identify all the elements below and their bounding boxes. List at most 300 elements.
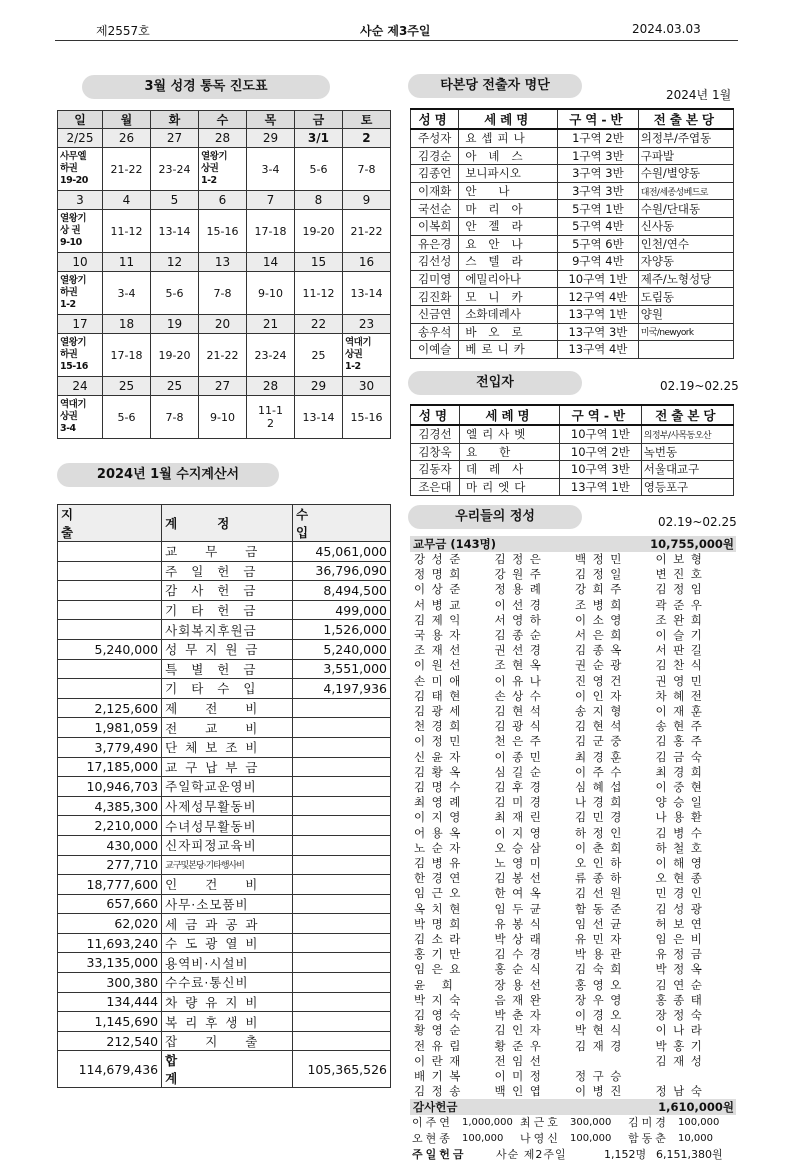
donor-name: 옥치현 (414, 901, 467, 916)
donor-name: 유봉식 (494, 916, 548, 931)
donor-name: 이지영 (494, 825, 548, 840)
header-divider (55, 40, 738, 41)
donor-name: 노영미 (494, 856, 548, 871)
donor-amount: 10,000 (678, 1133, 713, 1145)
budget-row (58, 757, 391, 777)
calendar-reading: 9-10 (198, 396, 246, 439)
donor-name: 이인자 (575, 688, 628, 703)
person-name: 주성자 (411, 129, 459, 147)
donor-name: 장정숙 (655, 1008, 709, 1023)
calendar-reading: 21-22 (342, 210, 390, 253)
account-name: 합계 (162, 1051, 293, 1088)
account-name: 차량유지비 (162, 992, 293, 1012)
person-name: 김창욱 (411, 443, 460, 461)
baptism-name: 엘리사벳 (459, 425, 559, 443)
donor-name: 양승일 (655, 795, 709, 810)
expense-amount (58, 659, 162, 679)
calendar-date: 22 (294, 315, 342, 334)
person-name: 김종언 (411, 165, 459, 183)
expense-amount: 33,135,000 (58, 953, 162, 973)
transfer_out-row (411, 182, 734, 200)
account-name: 교구납부금 (162, 757, 293, 777)
parish: 수원/별양동 (638, 165, 733, 183)
budget-row (58, 542, 391, 562)
expense-amount: 430,000 (58, 835, 162, 855)
expense-amount (58, 542, 162, 562)
donor-name: 박명희 (414, 916, 467, 931)
calendar-date-row (58, 191, 391, 210)
calendar-date: 3/1 (294, 129, 342, 148)
account-name: 교무금 (162, 542, 293, 562)
donor-name: 박현식 (575, 1023, 628, 1038)
income-amount (293, 973, 391, 993)
donor-name: 박용관 (575, 947, 628, 962)
income-amount (293, 894, 391, 914)
donor-name: 이춘희 (575, 840, 628, 855)
person-name: 조은대 (411, 478, 460, 496)
account-name: 기타헌금 (162, 600, 293, 620)
donor-name: 음재완 (494, 992, 548, 1007)
donor-name: 김수경 (494, 947, 548, 962)
expense-amount: 1,145,690 (58, 1012, 162, 1032)
donor-name: 김소라 (414, 932, 467, 947)
donor-name: 송지형 (575, 704, 628, 719)
day-name: 수 (198, 111, 246, 129)
parish: 인천/연수 (638, 235, 733, 253)
parish: 구파발 (638, 147, 733, 165)
transfer_in-row (411, 443, 734, 461)
transfer_out-header: 전출본당 (638, 109, 733, 129)
account-name: 사제성무활동비 (162, 796, 293, 816)
income-amount (293, 737, 391, 757)
account-name: 수녀성무활동비 (162, 816, 293, 836)
baptism-name: 아녜스 (459, 147, 558, 165)
baptism-name: 스텔라 (459, 253, 558, 271)
donor-name: 신윤자 (414, 749, 467, 764)
calendar-date: 26 (102, 129, 150, 148)
donor-name: 이원선 (414, 658, 467, 673)
expense-amount (58, 581, 162, 601)
budget-row (58, 953, 391, 973)
donor-name: 노순자 (414, 840, 467, 855)
donor-name: 김태현 (414, 688, 467, 703)
expense-amount: 62,020 (58, 914, 162, 934)
donor-name: 임근오 (414, 886, 467, 901)
baptism-name: 요셉피나 (459, 129, 558, 147)
baptism-name: 요안나 (459, 235, 558, 253)
income-amount (293, 914, 391, 934)
income-amount (293, 796, 391, 816)
account-name: 세금과공과 (162, 914, 293, 934)
donor-name: 이미정 (494, 1068, 548, 1083)
income-amount: 499,000 (293, 600, 391, 620)
budget-header: 지출 (58, 505, 162, 542)
budget-title: 2024년 1월 수지계산서 (57, 463, 279, 487)
budget-row (58, 1051, 391, 1088)
income-amount (293, 757, 391, 777)
donor-name: 임선균 (575, 916, 628, 931)
donor-name: 이종민 (494, 749, 548, 764)
person-name: 이복희 (411, 217, 459, 235)
donor-name: 하정인 (575, 825, 628, 840)
transfer_out-header: 세례명 (459, 109, 558, 129)
calendar-date: 14 (246, 253, 294, 272)
donor-name: 임두균 (494, 901, 548, 916)
calendar-date: 25 (150, 377, 198, 396)
donor-name: 류종하 (575, 871, 628, 886)
donor-name: 김황옥 (414, 764, 467, 779)
donor-name: 나영신 (520, 1132, 561, 1146)
donor-name: 진영건 (575, 673, 628, 688)
calendar-date: 9 (342, 191, 390, 210)
donor-name: 김종순 (494, 628, 548, 643)
account-name: 특별헌금 (162, 659, 293, 679)
calendar-date: 16 (342, 253, 390, 272)
donor-name: 김숙희 (575, 962, 628, 977)
calendar-reading: 열왕기 하권 15-16 (58, 334, 103, 377)
budget-row (58, 933, 391, 953)
person-name: 송우석 (411, 323, 459, 341)
donor-name: 이해영 (655, 856, 709, 871)
district-group: 10구역 1반 (560, 425, 642, 443)
donor-name: 이재훈 (655, 704, 709, 719)
calendar-reading: 25 (294, 334, 342, 377)
parish (638, 341, 733, 359)
transfer_out-header-row (411, 109, 734, 129)
sunday-amount: 6,151,380원 (656, 1148, 723, 1162)
calendar-date: 6 (198, 191, 246, 210)
budget-row (58, 561, 391, 581)
donor-name: 한경연 (414, 871, 467, 886)
budget-row (58, 659, 391, 679)
expense-amount (58, 679, 162, 699)
donor-name: 이란재 (414, 1053, 467, 1068)
budget-header: 계정 (162, 505, 293, 542)
parish: 서울대교구 (641, 461, 733, 479)
donor-name: 오인하 (575, 856, 628, 871)
calendar-reading: 23-24 (246, 334, 294, 377)
transfer_out-row (411, 129, 734, 147)
donor-amount: 300,000 (570, 1117, 612, 1129)
calendar-date: 12 (150, 253, 198, 272)
calendar-date-row (58, 129, 391, 148)
expense-amount: 4,385,300 (58, 796, 162, 816)
calendar-reading: 17-18 (246, 210, 294, 253)
parish: 대전/세종성베드로 (638, 182, 733, 200)
district-group: 13구역 1반 (558, 305, 639, 323)
calendar-date: 30 (342, 377, 390, 396)
donor-name: 김미경 (494, 795, 548, 810)
day-name: 토 (342, 111, 390, 129)
calendar-date-row (58, 253, 391, 272)
donor-name: 황영순 (414, 1023, 467, 1038)
donor-name: 김정은 (494, 552, 548, 566)
parish: 자양동 (638, 253, 733, 271)
expense-amount: 134,444 (58, 992, 162, 1012)
donor-name: 배기복 (414, 1068, 467, 1083)
income-amount (293, 698, 391, 718)
transfer_out-row (411, 200, 734, 218)
budget-header-row (58, 505, 391, 542)
calendar-date-row (58, 315, 391, 334)
calendar-date: 10 (58, 253, 103, 272)
district-group: 1구역 3반 (558, 147, 639, 165)
district-group: 10구역 2반 (560, 443, 642, 461)
parish: 녹번동 (641, 443, 733, 461)
donor-name: 김광세 (414, 704, 467, 719)
calendar-date: 11 (102, 253, 150, 272)
expense-amount: 277,710 (58, 855, 162, 875)
transfer_out-header: 구역-반 (558, 109, 639, 129)
offerings-section (410, 536, 736, 1163)
donor-name: 이소영 (575, 612, 628, 627)
calendar-reading: 15-16 (198, 210, 246, 253)
baptism-name: 요한 (459, 443, 559, 461)
income-amount (293, 816, 391, 836)
account-name: 전교비 (162, 718, 293, 738)
income-amount: 105,365,526 (293, 1051, 391, 1088)
person-name: 김경순 (411, 147, 459, 165)
baptism-name: 베로니카 (459, 341, 558, 359)
donor-name: 백정민 (575, 552, 628, 566)
calendar-date: 2 (342, 129, 390, 148)
calendar-reading: 15-16 (342, 396, 390, 439)
parish: 영등포구 (641, 478, 733, 496)
income-amount: 3,551,000 (293, 659, 391, 679)
district-group: 9구역 4반 (558, 253, 639, 271)
donor-name: 김연순 (655, 977, 709, 992)
transfer-in-table (410, 404, 734, 496)
account-name: 잡지출 (162, 1031, 293, 1051)
budget-row (58, 1012, 391, 1032)
budget-row (58, 816, 391, 836)
parish: 제주/노형성당 (638, 270, 733, 288)
calendar-reading: 19-20 (150, 334, 198, 377)
account-name: 수수료·통신비 (162, 973, 293, 993)
issue-date: 2024.03.03 (632, 22, 701, 36)
calendar-reading: 11-12 (294, 272, 342, 315)
income-amount (293, 875, 391, 895)
donor-name: 김정송 (414, 1084, 467, 1099)
donor-name: 정명희 (414, 567, 467, 582)
donor-name: 최재린 (494, 810, 548, 825)
thanks-bar (410, 1099, 736, 1115)
transfer_out-row (411, 147, 734, 165)
donor-name: 천경희 (414, 719, 467, 734)
calendar-date: 28 (246, 377, 294, 396)
calendar-reading: 3-4 (102, 272, 150, 315)
expense-amount (58, 600, 162, 620)
donor-name: 조완희 (655, 612, 709, 627)
donor-name: 곽준우 (655, 597, 709, 612)
donor-name: 강성준 (414, 552, 467, 566)
day-name: 목 (246, 111, 294, 129)
transfer-out-date: 2024년 1월 (666, 88, 732, 102)
donor-name: 하철호 (655, 840, 709, 855)
calendar-reading: 21-22 (102, 148, 150, 191)
person-name: 유은경 (411, 235, 459, 253)
transfer-in-title: 전입자 (408, 371, 582, 395)
account-name: 성무지원금 (162, 639, 293, 659)
budget-row (58, 679, 391, 699)
income-amount (293, 1012, 391, 1032)
reading-calendar (57, 110, 391, 439)
sunday-text: 사순 제2주일 (496, 1148, 567, 1162)
donor-amount: 100,000 (678, 1117, 720, 1129)
tithe-label: 교무금 (143명) (413, 537, 496, 551)
budget-row (58, 600, 391, 620)
income-amount (293, 1031, 391, 1051)
donor-name: 전임선 (494, 1053, 548, 1068)
budget-header: 수입 (293, 505, 391, 542)
income-amount (293, 992, 391, 1012)
income-amount: 36,796,090 (293, 561, 391, 581)
donor-name: 이정민 (414, 734, 467, 749)
expense-amount: 5,240,000 (58, 639, 162, 659)
person-name: 김미영 (411, 270, 459, 288)
donor-name: 심혜섭 (575, 780, 628, 795)
transfer_out-row (411, 305, 734, 323)
donor-name: 강원주 (494, 567, 548, 582)
offerings-date: 02.19~02.25 (658, 515, 737, 529)
donor-name: 함동준 (575, 901, 628, 916)
income-amount (293, 835, 391, 855)
account-name: 주일헌금 (162, 561, 293, 581)
calendar-date: 29 (246, 129, 294, 148)
calendar-reading: 역대기 상권 1-2 (342, 334, 390, 377)
account-name: 교구및본당·기타행사비 (162, 855, 293, 875)
calendar-date: 3 (58, 191, 103, 210)
donor-name: 박홍기 (655, 1038, 709, 1053)
calendar-date: 18 (102, 315, 150, 334)
parish: 의정부/사목동오산 (641, 425, 733, 443)
tithe-bar (410, 536, 736, 552)
expense-amount (58, 620, 162, 640)
district-group: 3구역 3반 (558, 182, 639, 200)
transfer_out-row (411, 235, 734, 253)
donor-name (656, 1069, 737, 1084)
income-amount (293, 953, 391, 973)
donor-name: 천은주 (494, 734, 548, 749)
calendar-date: 21 (246, 315, 294, 334)
calendar-reading: 열왕기 상 권 9-10 (58, 210, 103, 253)
budget-row (58, 639, 391, 659)
district-group: 10구역 3반 (560, 461, 642, 479)
baptism-name: 마리아 (459, 200, 558, 218)
donor-name: 서병교 (414, 597, 467, 612)
expense-amount: 2,210,000 (58, 816, 162, 836)
person-name: 신금연 (411, 305, 459, 323)
transfer_in-row (411, 425, 734, 443)
offerings-title: 우리들의 정성 (408, 505, 582, 529)
budget-table (57, 504, 391, 1088)
budget-row (58, 1031, 391, 1051)
donor-name: 조현옥 (494, 658, 548, 673)
account-name: 용역비·시설비 (162, 953, 293, 973)
donor-name: 손상수 (494, 688, 548, 703)
donor-name: 오현종 (412, 1132, 453, 1146)
donor-name: 최영례 (414, 795, 467, 810)
expense-amount: 2,125,600 (58, 698, 162, 718)
sunday-label: 주일헌금 (412, 1148, 467, 1162)
calendar-date: 2/25 (58, 129, 103, 148)
calendar-date: 28 (198, 129, 246, 148)
donor-amount: 100,000 (462, 1133, 504, 1145)
expense-amount: 10,946,703 (58, 777, 162, 797)
budget-row (58, 855, 391, 875)
donor-name: 김재경 (575, 1038, 628, 1053)
transfer_in-header-row (411, 405, 734, 425)
donor-name: 이경오 (575, 1008, 628, 1023)
sunday-offering (410, 1147, 736, 1163)
calendar-reading: 열왕기 하권 1-2 (58, 272, 103, 315)
income-amount (293, 933, 391, 953)
donor-name: 김민경 (575, 810, 628, 825)
donor-name: 강희주 (575, 582, 628, 597)
district-group: 5구역 4반 (558, 217, 639, 235)
transfer_in-row (411, 478, 734, 496)
donor-name: 박춘자 (494, 1008, 548, 1023)
tithe-total: 10,755,000원 (650, 537, 734, 551)
expense-amount: 300,380 (58, 973, 162, 993)
donor-name: 조재선 (414, 643, 467, 658)
account-name: 사무·소모품비 (162, 894, 293, 914)
donor-name: 허보연 (655, 916, 709, 931)
donor-name: 손미애 (414, 673, 467, 688)
donor-name: 송현주 (655, 719, 709, 734)
district-group: 5구역 6반 (558, 235, 639, 253)
baptism-name: 안나 (459, 182, 558, 200)
donor-amount: 1,000,000 (462, 1117, 513, 1129)
page-title: 사순 제3주일 (360, 24, 431, 38)
donor-name: 박지숙 (414, 992, 467, 1007)
donor-name: 김제익 (414, 612, 467, 627)
calendar-date: 24 (58, 377, 103, 396)
district-group: 10구역 1반 (558, 270, 639, 288)
calendar-date: 4 (102, 191, 150, 210)
calendar-reading: 13-14 (150, 210, 198, 253)
donor-name: 김성광 (655, 901, 709, 916)
donor-name: 조병희 (575, 597, 628, 612)
baptism-name: 데레사 (459, 461, 559, 479)
account-name: 인건비 (162, 875, 293, 895)
calendar-date: 8 (294, 191, 342, 210)
calendar-date-row (58, 377, 391, 396)
page-header (0, 18, 793, 42)
calendar-reading-row (58, 334, 391, 377)
parish: 도림동 (638, 288, 733, 306)
donor-name: 김현석 (494, 704, 548, 719)
tithe-names (410, 552, 736, 1099)
transfer_in-header: 성명 (411, 405, 460, 425)
calendar-date: 25 (102, 377, 150, 396)
donor-name: 홍종태 (655, 992, 709, 1007)
donor-name: 이주수 (575, 764, 628, 779)
transfer_out-row (411, 341, 734, 359)
baptism-name: 보니파시오 (459, 165, 558, 183)
donor-name: 차혜전 (655, 688, 709, 703)
donor-name: 국용자 (414, 628, 467, 643)
day-name: 일 (58, 111, 103, 129)
expense-amount: 18,777,600 (58, 875, 162, 895)
donor-name: 이선경 (494, 597, 548, 612)
transfer_out-row (411, 270, 734, 288)
donor-name: 이지영 (414, 810, 467, 825)
donor-name: 이슬기 (655, 628, 709, 643)
expense-amount: 3,779,490 (58, 737, 162, 757)
budget-row (58, 718, 391, 738)
calendar-reading-row (58, 210, 391, 253)
